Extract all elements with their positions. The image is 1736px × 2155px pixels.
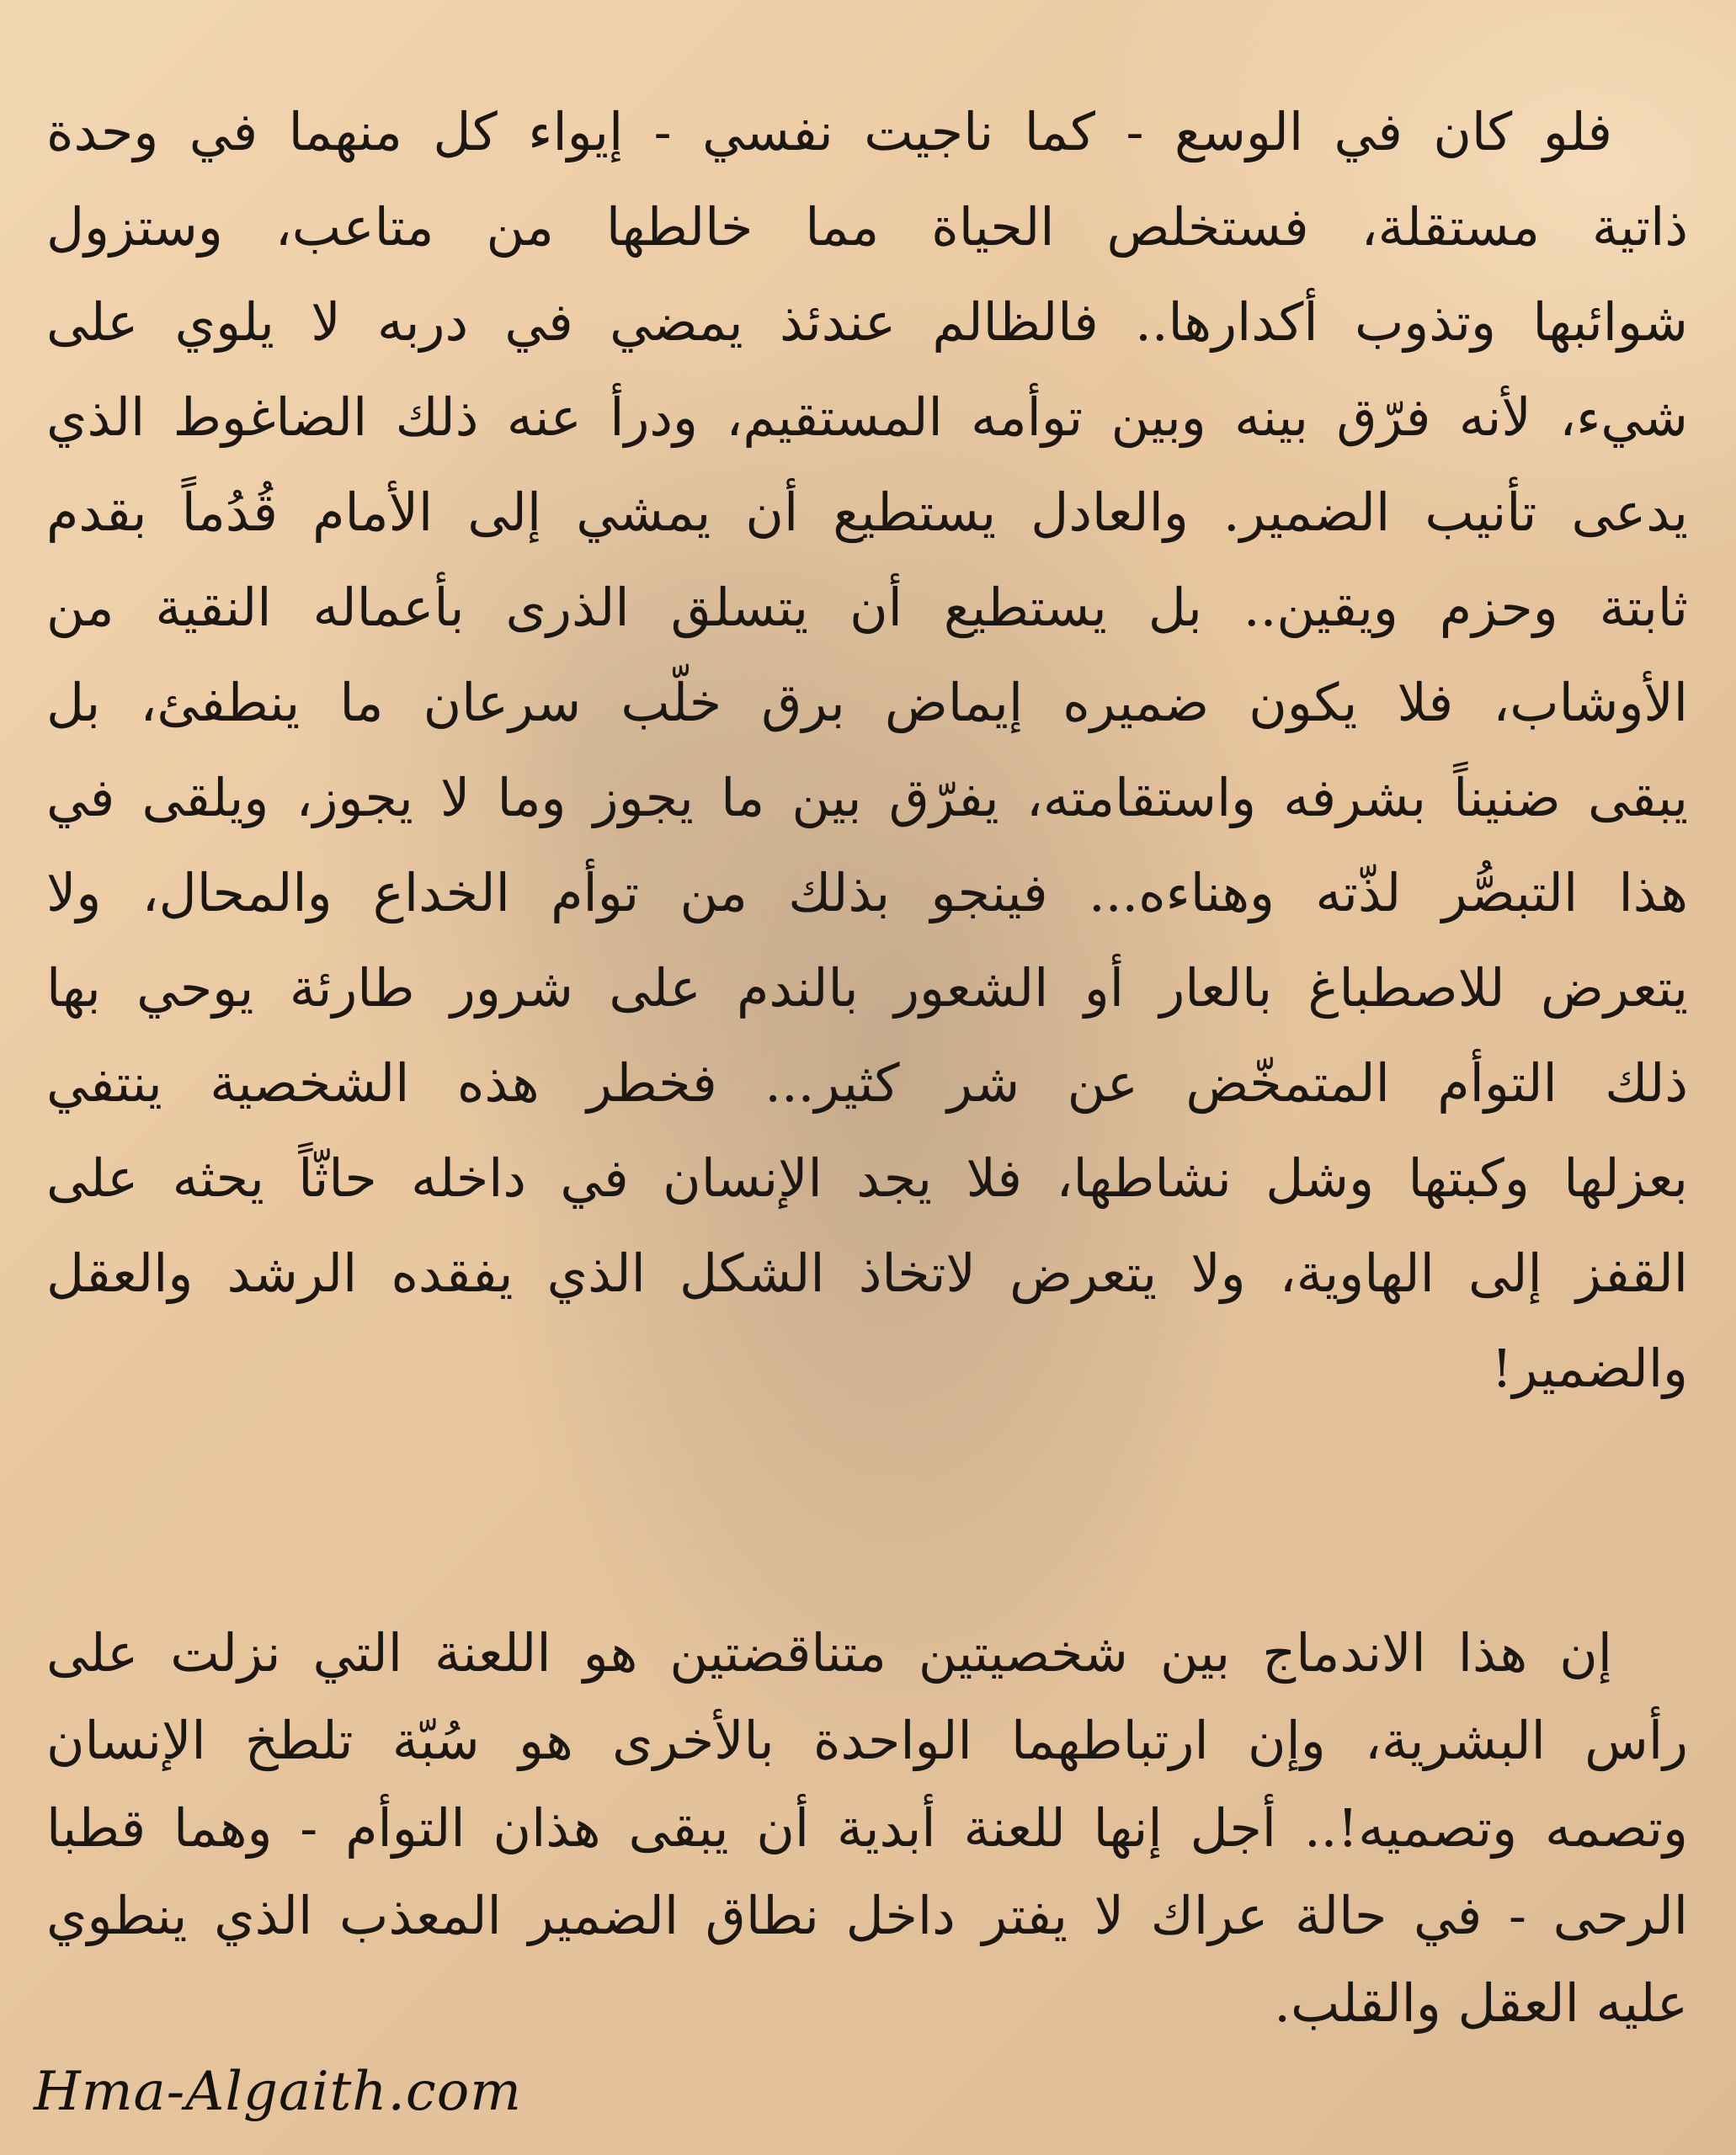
text-line: شيء، لأنه فرّق بينه وبين توأمه المستقيم، ودرأ عنه ذلك الضاغوط الذي [46, 386, 1688, 448]
text-line: شوائبها وتذوب أكدارها.. فالظالم عندئذ يمضي في دربه لا يلوي على [46, 291, 1688, 353]
text-line: يبقى ضنيناً بشرفه واستقامته، يفرّق بين ما يجوز وما لا يجوز، ويلقى في [46, 767, 1688, 828]
text-line: وتصمه وتصميه!.. أجل إنها للعنة أبدية أن يبقى هذان التوأم - وهما قطبا [46, 1797, 1688, 1859]
text-line: ذلك التوأم المتمخّض عن شر كثير... فخطر هذه الشخصية ينتفي [46, 1052, 1688, 1114]
text-line: فلو كان في الوسع - كما ناجيت نفسي - إيواء كل منهما في وحدة [46, 101, 1612, 162]
text-line: والضمير! [1491, 1338, 1688, 1399]
paragraph-2 [46, 1610, 1688, 2047]
text-line: إن هذا الاندماج بين شخصيتين متناقضتين هو اللعنة التي نزلت على [46, 1622, 1612, 1684]
site-watermark: Hma-Algaith.com [34, 2061, 522, 2123]
text-line: عليه العقل والقلب. [1274, 1972, 1688, 2034]
text-line: ثابتة وحزم ويقين.. بل يستطيع أن يتسلق الذرى بأعماله النقية من [46, 577, 1688, 638]
text-line: يتعرض للاصطباغ بالعار أو الشعور بالندم على شرور طارئة يوحي بها [46, 957, 1688, 1019]
text-line: هذا التبصُّر لذّته وهناءه... فينجو بذلك من توأم الخداع والمحال، ولا [46, 862, 1688, 923]
text-line: يدعى تأنيب الضمير. والعادل يستطيع أن يمشي إلى الأمام قُدُماً بقدم [46, 482, 1688, 543]
text-line: ذاتية مستقلة، فستخلص الحياة مما خالطها من متاعب، وستزول [46, 196, 1688, 258]
text-line: رأس البشرية، وإن ارتباطهما الواحدة بالأخرى هو سُبّة تلطخ الإنسان [46, 1710, 1688, 1771]
text-line: الرحى - في حالة عراك لا يفتر داخل نطاق الضمير المعذب الذي ينطوي [46, 1885, 1688, 1946]
text-line: الأوشاب، فلا يكون ضميره إيماض برق خلّب سرعان ما ينطفئ، بل [46, 672, 1688, 733]
text-line: بعزلها وكبتها وشل نشاطها، فلا يجد الإنسان في داخله حاثّاً يحثه على [46, 1147, 1688, 1209]
text-line: القفز إلى الهاوية، ولا يتعرض لاتخاذ الشكل الذي يفقده الرشد والعقل [46, 1242, 1688, 1304]
paragraph-1 [46, 84, 1688, 1416]
